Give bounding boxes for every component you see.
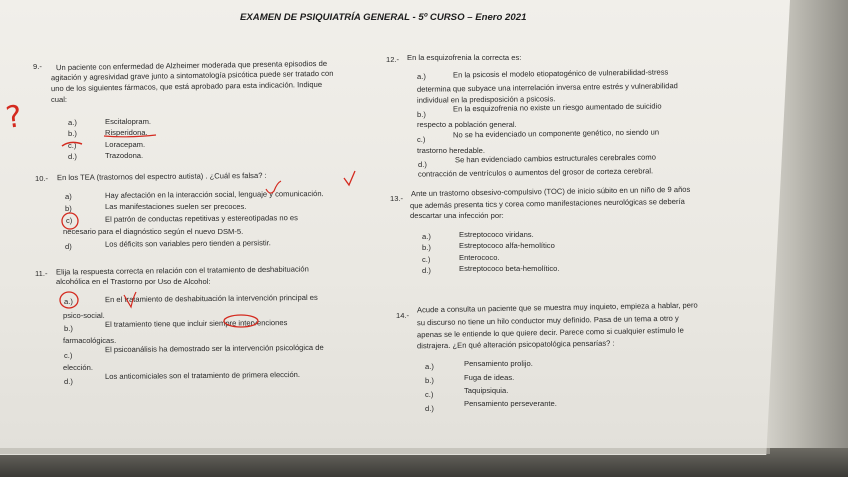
q10-number: 10.- [35, 174, 49, 183]
q10-option-b-text: Las manifestaciones suelen ser precoces. [105, 202, 247, 211]
q11-option-a-text: En el tratamiento de deshabituación la intervención principal es [104, 292, 318, 305]
exam-title: EXAMEN DE PSIQUIATRÍA GENERAL - 5º CURSO – Enero 2021 [240, 12, 527, 23]
q10-option-b-letter: b) [65, 204, 72, 213]
q12-option-a-text: En la psicosis el modelo etiopatogénico de vulnerabilidad-stress [452, 67, 669, 80]
q9-option-a-letter: a.) [68, 118, 77, 127]
q12-option-c-line-2: trastorno heredable. [417, 146, 485, 155]
q9-option-b-text: Risperidona. [105, 128, 148, 137]
q13-option-b-letter: b.) [422, 243, 431, 252]
q14-stem-line-1: Acude a consulta un paciente que se muestra muy inquieto, empieza a hablar, pero [416, 300, 698, 315]
q14-stem-line-4: distrajera. ¿En qué alteración psicopatológica pensarías? : [416, 338, 615, 351]
q14-option-c-text: Taquipsiquia. [464, 386, 509, 395]
q11-stem-line-1: Elija la respuesta correcta en relación con el tratamiento de deshabituación [55, 264, 309, 277]
q12-option-d-letter: d.) [418, 160, 427, 169]
q9-stem-line-2: agitación y agresividad grave junto a sintomatología psicótica puede ser tratado con [50, 68, 334, 83]
q14-option-b-letter: b.) [425, 376, 434, 385]
q13-stem-line-2: que además presenta tics y corea como manifestaciones neurológicas se debería [409, 196, 685, 211]
q11-option-b-letter: b.) [64, 324, 73, 333]
q12-option-c-text: No se ha evidenciado un componente genético, no siendo un [452, 127, 660, 140]
q14-option-d-text: Pensamiento perseverante. [464, 399, 557, 408]
q13-stem-line-3: descartar una infección por: [410, 211, 504, 220]
q11-number: 11.- [35, 269, 48, 278]
q12-option-b-letter: b.) [417, 110, 426, 119]
q13-stem-line-1: Ante un trastorno obsesivo-compulsivo (TOC) de inicio súbito en un niño de 9 años [410, 184, 691, 199]
q12-option-a-line-3: individual en la predisposición a psicosis. [416, 94, 556, 105]
q14-stem-line-2: su discurso no tiene un hilo conductor muy definido. Pasa de un tema a otro y [416, 313, 679, 328]
q9-stem-line-3: uno de los siguientes fármacos, que está aprobado para esta indicación. Indique [50, 79, 323, 94]
q13-option-a-letter: a.) [422, 232, 431, 241]
q9-option-d-text: Trazodona. [105, 151, 144, 160]
q11-option-b-continuation: farmacológicas. [63, 336, 117, 345]
q12-option-b-line-2: respecto a población general. [417, 120, 517, 129]
q9-option-c-text: Loracepam. [105, 140, 146, 149]
q10-option-c-letter: c) [66, 216, 73, 225]
q9-option-c-letter: c.) [68, 141, 77, 150]
q10-stem: En los TEA (trastornos del espectro autista) . ¿Cuál es falsa? : [56, 170, 267, 183]
q9-option-b-letter: b.) [68, 129, 77, 138]
handwritten-question-mark: ? [3, 99, 25, 136]
q9-number: 9.- [33, 62, 42, 71]
q10-option-c-continuation: necesario para el diagnóstico según el nuevo DSM-5. [63, 227, 244, 236]
q12-number: 12.- [386, 55, 400, 64]
q10-option-a-letter: a) [65, 192, 72, 201]
q10-option-d-letter: d) [65, 242, 72, 251]
q12-option-a-line-2: determina que subyace una interrelación inversa entre estrés y vulnerabilidad [416, 81, 678, 94]
q13-option-d-text: Estreptococo beta-hemolítico. [459, 264, 560, 273]
q14-option-a-letter: a.) [425, 362, 434, 371]
q12-option-d-text: Se han evidenciado cambios estructurales cerebrales como [454, 152, 656, 165]
q11-stem-line-2: alcohólica en el Trastorno por Uso de Alcohol: [56, 277, 211, 286]
q9-option-a-text: Escitalopram. [105, 117, 152, 126]
q14-option-c-letter: c.) [425, 390, 434, 399]
q14-stem-line-3: apenas se le entiende lo que quiere decir. Parece como si cualquier estímulo le [416, 325, 684, 340]
q13-option-a-text: Estreptococo viridans. [459, 230, 534, 239]
q14-option-d-letter: d.) [425, 404, 434, 413]
q10-option-a-text: Hay afectación en la interacción social, lenguaje y comunicación. [104, 189, 324, 200]
q13-number: 13.- [390, 194, 404, 203]
q11-option-d-letter: d.) [64, 377, 73, 386]
q11-option-b-text: El tratamiento tiene que incluir siempre intervenciones [104, 318, 288, 329]
q10-option-d-text: Los déficits son variables pero tienden a persistir. [104, 238, 271, 249]
q10-option-c-text: El patrón de conductas repetitivas y estereotipadas no es [104, 213, 298, 224]
q12-option-a-letter: a.) [417, 72, 426, 81]
q11-option-a-letter: a.) [64, 297, 73, 306]
q11-option-c-letter: c.) [64, 351, 73, 360]
q12-stem: En la esquizofrenia la correcta es: [407, 53, 522, 62]
q13-option-c-letter: c.) [422, 255, 431, 264]
q9-stem-line-4: cual: [51, 95, 68, 104]
q12-option-b-text: En la esquizofrenia no existe un riesgo aumentado de suicidio [452, 101, 662, 114]
q14-option-b-text: Fuga de ideas. [464, 373, 515, 382]
q14-option-a-text: Pensamiento prolijo. [464, 359, 533, 368]
q9-stem-line-1: Un paciente con enfermedad de Alzheimer moderada que presenta episodios de [55, 58, 328, 73]
q13-option-b-text: Estreptococo alfa-hemolítico [459, 241, 555, 250]
q12-option-c-letter: c.) [417, 135, 426, 144]
q9-option-d-letter: d.) [68, 152, 77, 161]
q11-option-c-continuation: elección. [63, 363, 93, 372]
q14-number: 14.- [396, 311, 410, 320]
paper-edge-shadow [0, 448, 770, 454]
q13-option-c-text: Enterococo. [459, 253, 500, 262]
q13-option-d-letter: d.) [422, 266, 431, 275]
q11-option-c-text: El psicoanálisis ha demostrado ser la intervención psicológica de [104, 342, 324, 355]
q11-option-d-text: Los anticomiciales son el tratamiento de primera elección. [104, 369, 301, 382]
q12-option-d-line-2: contracción de ventrículos o aumentos del grosor de corteza cerebral. [417, 166, 654, 179]
q11-option-a-continuation: psico-social. [63, 311, 105, 320]
